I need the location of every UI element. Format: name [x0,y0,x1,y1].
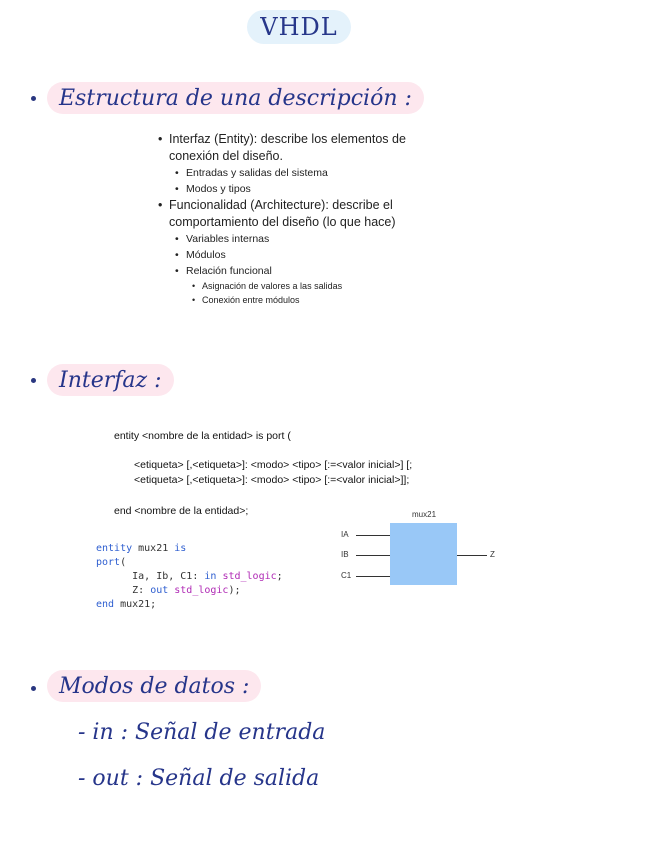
outline-subsubitem: • Conexión entre módulos [158,293,458,307]
code-text: ); [228,585,241,596]
input-wire [356,535,390,536]
code-text: Z: [132,585,151,596]
syntax-line: entity <nombre de la entidad> is port ( [114,430,291,442]
input-label: C1 [341,571,352,580]
input-wire [356,555,390,556]
code-text: ; [276,571,283,582]
output-label: Z [490,550,495,559]
outline-subitem: • Módulos [158,247,458,263]
outline-item-funcionalidad [158,197,458,231]
syntax-line: end <nombre de la entidad>; [114,505,249,517]
mode-item-out: - out : Señal de salida [78,766,320,791]
vhdl-code-example [96,542,283,612]
section-heading-modos: Modos de datos : [47,670,261,702]
input-wire [356,576,390,577]
outline-text: Interfaz (Entity): describe los elementos de [169,132,406,146]
code-keyword: is [174,543,187,554]
code-keyword: port [96,557,121,568]
page-title: VHDL [247,10,351,44]
block-name-label: mux21 [412,510,437,519]
code-keyword: out [150,585,169,596]
output-wire [457,555,487,556]
outline-item-interfaz [158,131,458,165]
input-label: IB [341,550,349,559]
code-text: mux21; [114,599,157,610]
section-heading-interfaz: Interfaz : [47,364,174,396]
outline-text: conexión del diseño. [169,149,283,163]
section-heading-estructura: Estructura de una descripción : [47,82,424,114]
syntax-line: <etiqueta> [,<etiqueta>]: <modo> <tipo> [:=<valor inicial>]]; [134,474,410,486]
code-text: Ia, Ib, C1: [132,571,205,582]
mode-item-in: - in : Señal de entrada [78,720,326,745]
code-keyword: entity [96,543,133,554]
code-keyword: in [204,571,217,582]
section-bullet [31,378,36,383]
outline-text: comportamiento del diseño (lo que hace) [169,215,396,229]
outline-text: Funcionalidad (Architecture): describe el [169,198,393,212]
code-keyword: end [96,599,115,610]
code-type: std_logic [216,571,277,582]
outline-subitem: • Modos y tipos [158,181,458,197]
code-text: ( [120,557,127,568]
mux-block [390,523,457,585]
section-bullet [31,686,36,691]
code-text: mux21 [132,543,175,554]
section-bullet [31,96,36,101]
outline-subitem: • Entradas y salidas del sistema [158,165,458,181]
input-label: IA [341,530,349,539]
outline-subitem: • Relación funcional [158,263,458,279]
code-type: std_logic [168,585,229,596]
outline-subsubitem: • Asignación de valores a las salidas [158,279,458,293]
syntax-line: <etiqueta> [,<etiqueta>]: <modo> <tipo> [:=<valor inicial>] [; [134,459,413,471]
outline-subitem: • Variables internas [158,231,458,247]
structure-outline [158,131,458,307]
